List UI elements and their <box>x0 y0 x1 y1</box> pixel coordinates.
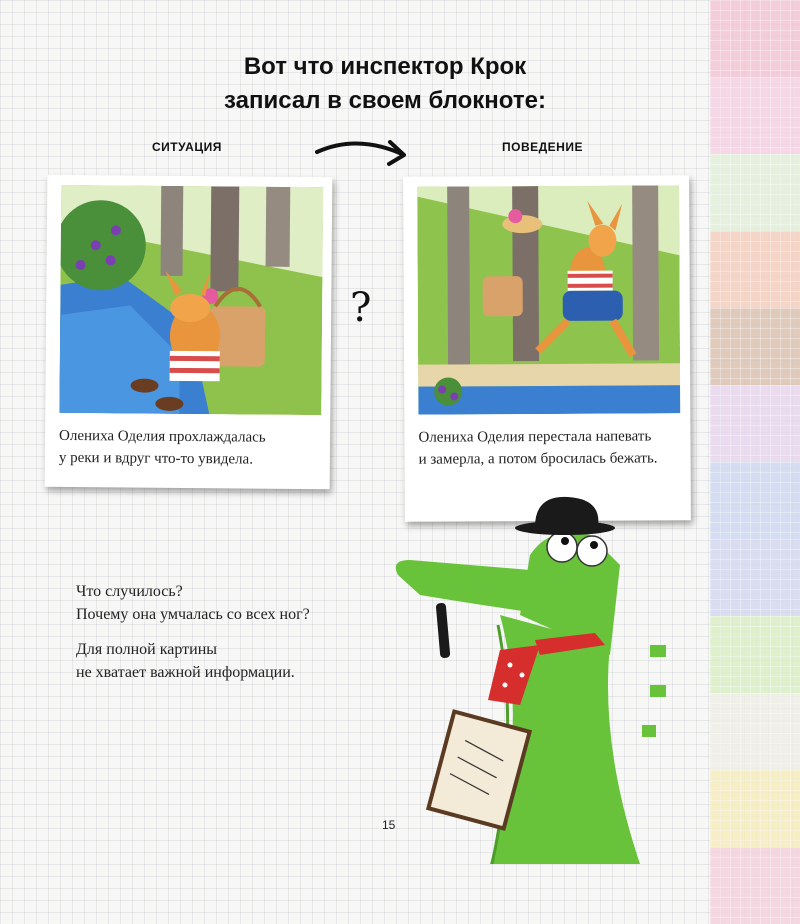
question-line: Почему она умчалась со всех ног? <box>76 606 310 623</box>
edge-tab <box>710 0 800 77</box>
behavior-card <box>403 175 691 521</box>
edge-tab <box>710 847 800 924</box>
edge-tab <box>710 77 800 154</box>
situation-illustration <box>59 185 323 415</box>
title-line-2: записал в своем блокноте: <box>224 87 546 114</box>
page-title <box>160 50 610 118</box>
behavior-label: ПОВЕДЕНИЕ <box>502 140 583 154</box>
edge-tab <box>710 616 800 693</box>
question-line: не хватает важной информации. <box>76 664 295 681</box>
edge-tab <box>710 385 800 462</box>
edge-tab <box>710 693 800 770</box>
page-edge-color-tabs <box>710 0 800 864</box>
edge-tab <box>710 539 800 616</box>
arrow-icon <box>312 132 412 172</box>
situation-label: СИТУАЦИЯ <box>152 140 222 154</box>
behavior-caption <box>418 425 680 470</box>
question-line: Для полной картины <box>76 641 218 658</box>
behavior-illustration <box>417 185 680 414</box>
caption-line: Олениха Оделия перестала напевать <box>418 428 652 446</box>
caption-line: у реки и вдруг что-то увидела. <box>58 449 254 468</box>
caption-line: Олениха Оделия прохлаждалась <box>59 427 266 446</box>
situation-card <box>45 175 333 489</box>
page-number: 15 <box>382 818 396 832</box>
title-line-1: Вот что инспектор Крок <box>243 53 527 80</box>
questions-block <box>76 580 310 696</box>
crocodile-inspector-illustration <box>380 495 680 864</box>
caption-line: и замерла, а потом бросилась бежать. <box>418 450 658 468</box>
situation-caption <box>59 425 320 471</box>
edge-tab <box>710 462 800 539</box>
edge-tab <box>710 154 800 231</box>
question-line: Что случилось? <box>76 583 183 600</box>
question-mark: ? <box>350 285 372 331</box>
edge-tab <box>710 231 800 308</box>
edge-tab <box>710 770 800 847</box>
edge-tab <box>710 308 800 385</box>
